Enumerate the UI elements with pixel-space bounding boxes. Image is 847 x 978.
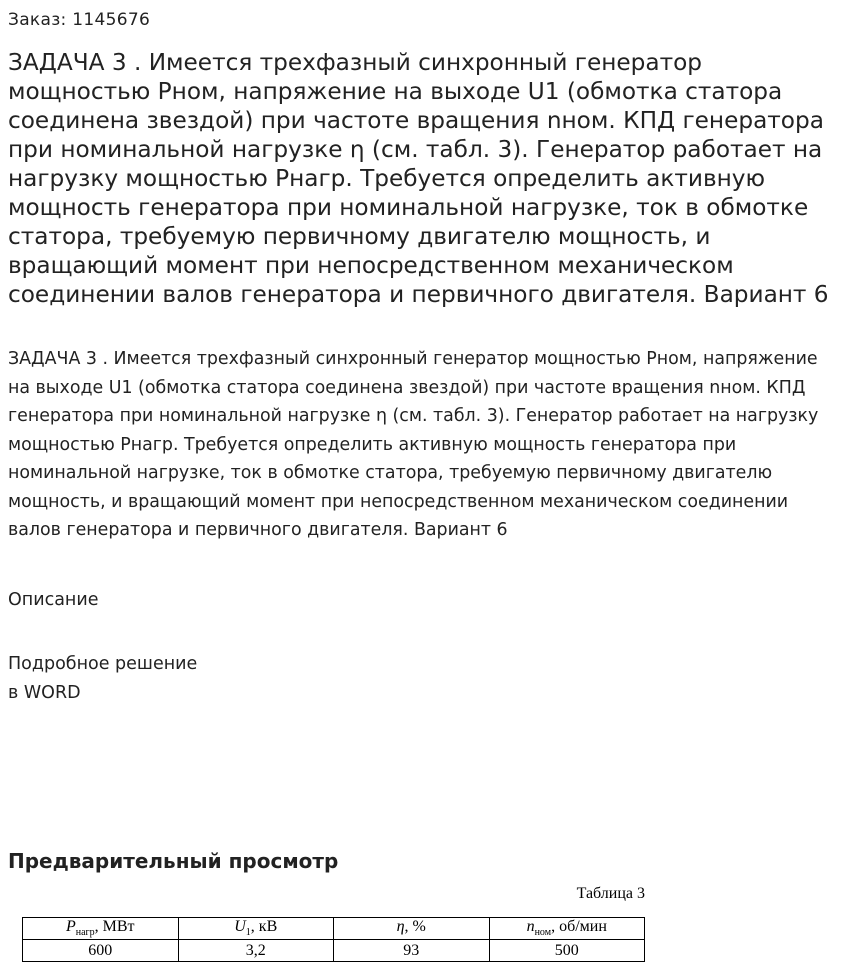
header-cell-efficiency: η, % [334, 918, 490, 940]
header-cell-n-nom: $n_{ном}$, об/мин [489, 918, 645, 940]
description-label: Описание [8, 590, 99, 610]
table-cell-p-load: 600 [23, 940, 179, 962]
description-line-1: Подробное решение [8, 654, 198, 674]
parameters-table [22, 917, 645, 962]
table-row [23, 940, 645, 962]
description-text [8, 650, 197, 708]
order-number: Заказ: 1145676 [8, 10, 151, 30]
header-cell-u1: $U_1$, кВ [178, 918, 334, 940]
table-header-row [23, 918, 645, 940]
table-caption: Таблица 3 [576, 885, 645, 902]
preview-heading: Предварительный просмотр [8, 849, 339, 873]
table-cell-u1: 3,2 [178, 940, 334, 962]
table-cell-n-nom: 500 [489, 940, 645, 962]
description-line-2: в WORD [8, 683, 81, 703]
header-cell-p-load: $P_{нагр}$, МВт [23, 918, 179, 940]
table-cell-efficiency: 93 [334, 940, 490, 962]
task-title: ЗАДАЧА 3 . Имеется трехфазный синхронный генератор мощностью Рном, напряжение на выходе U1 (обмотка статора соединена звездой) при частоте вращения nном. КПД генератора при номинальной нагрузке η (см. табл. 3). Генератор работает на нагрузку мощностью Рнагр. Требуется определить активную мощность генератора при номинальной нагрузке, ток в обмотке статора, требуемую первичному двигателю мощность, и вращающий момент при непосредственном механическом соединении валов генератора и первичного двигателя. Вариант 6 [8, 49, 829, 308]
task-text: ЗАДАЧА 3 . Имеется трехфазный синхронный генератор мощностью Рном, напряжение на выходе U1 (обмотка статора соединена звездой) при частоте вращения nном. КПД генератора при номинальной нагрузке η (см. табл. 3). Генератор работает на нагрузку мощностью Рнагр. Требуется определить активную мощность генератора при номинальной нагрузке, ток в обмотке статора, требуемую первичному двигателю мощность, и вращающий момент при непосредственном механическом соединении валов генератора и первичного двигателя. Вариант 6 [8, 349, 819, 540]
